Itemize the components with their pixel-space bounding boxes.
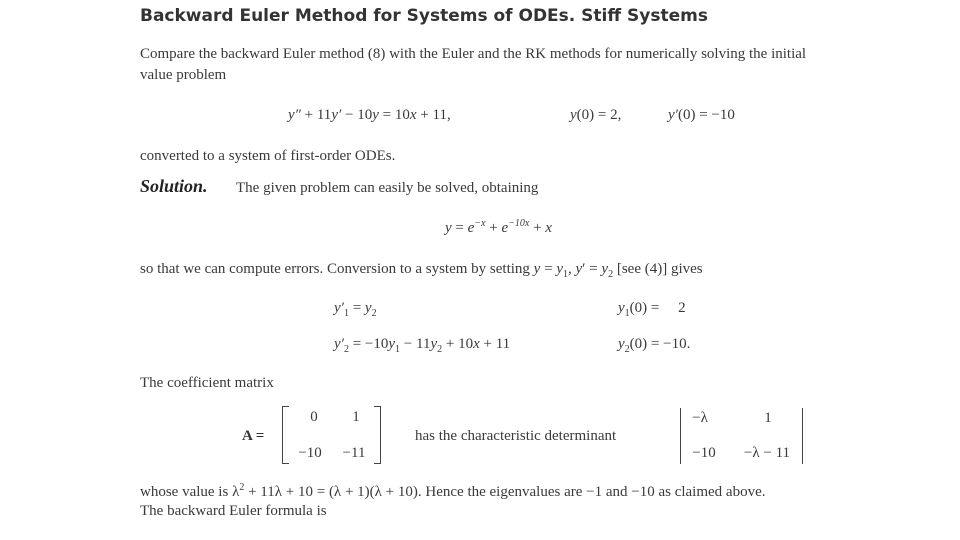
matrix-cell-a11: 0 xyxy=(310,409,318,425)
ivp-ode: y″ + 11y′ − 10y = 10x + 11, xyxy=(288,107,451,123)
system-ic-2: $y_2(0) = -10$. xyxy=(618,336,691,355)
system-equation-1: $y'_1 = y_2$ xyxy=(334,300,377,319)
intro-line-2: value problem xyxy=(140,67,227,83)
determinant-cell-d22: −λ − 11 xyxy=(743,445,791,461)
solution-text: The given problem can easily be solved, obtaining xyxy=(236,180,539,196)
exact-solution: $y = e^{-x} + e^{-10x} + x$ xyxy=(445,218,552,236)
determinant-cell-d11: −λ xyxy=(692,410,708,426)
ivp-initial-condition-1: y(0) = 2, xyxy=(570,107,622,123)
matrix-label: A = xyxy=(242,428,265,444)
matrix-cell-a12: 1 xyxy=(352,409,360,425)
determinant-cell-d12: 1 xyxy=(764,410,772,426)
characteristic-text: has the characteristic determinant xyxy=(415,428,617,444)
intro-line-1: Compare the backward Euler method (8) with the Euler and the RK methods for numerically solving the initial xyxy=(140,46,807,62)
matrix-cell-a22: −11 xyxy=(342,445,366,461)
coefficient-text: The coefficient matrix xyxy=(140,375,274,391)
determinant-cell-d21: −10 xyxy=(692,445,716,461)
matrix-cell-a21: −10 xyxy=(298,445,322,461)
backward-euler-text: The backward Euler formula is xyxy=(140,503,327,519)
section-title: Backward Euler Method for Systems of ODEs. Stiff Systems xyxy=(140,6,708,26)
eigenvalue-text: whose value is $\lambda^2 + 11\lambda + 10 = (\lambda + 1)(\lambda + 10)$. Hence the eigenvalues are −1 and −10 as claimed above. xyxy=(140,482,766,500)
system-ic-1: $y_1(0)$ = 2 xyxy=(618,300,686,319)
converted-text: converted to a system of first-order ODEs. xyxy=(140,148,396,164)
solution-label: Solution. xyxy=(140,176,208,196)
ivp-initial-condition-2: y′(0) = −10 xyxy=(668,107,735,123)
determinant-right-bar xyxy=(802,408,803,464)
conversion-text: so that we can compute errors. Conversion to a system by setting $y = y_1$, $y' = y_2$ [see (4)] gives xyxy=(140,261,703,280)
matrix-left-bracket xyxy=(282,406,289,464)
system-equation-2: $y'_2 = -10y_1 - 11y_2 + 10x + 11$ xyxy=(334,336,511,355)
